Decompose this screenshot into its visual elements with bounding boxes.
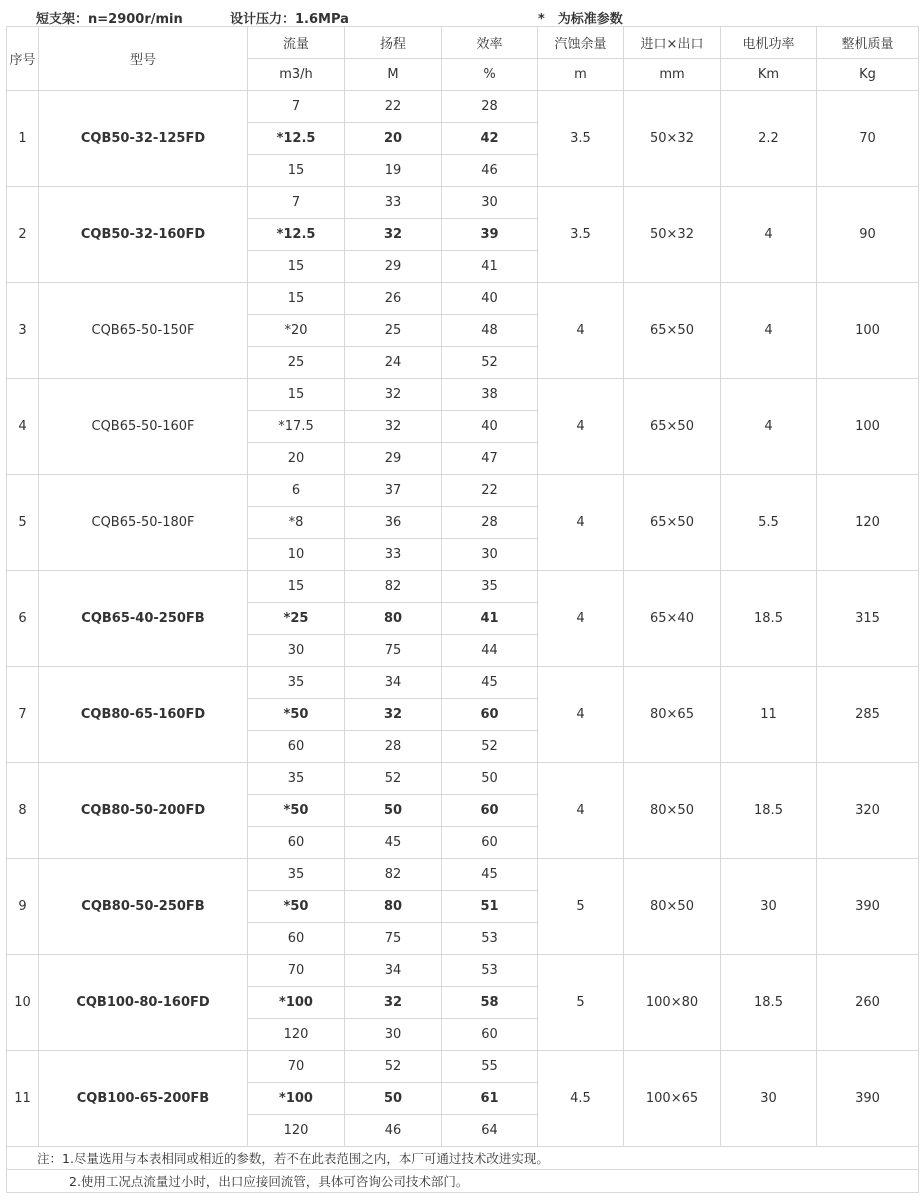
note-2: 2.使用工况点流量过小时，出口应接回流管，具体可咨询公司技术部门。 <box>7 1170 919 1193</box>
head-cell: 26 <box>345 283 442 315</box>
seq-cell: 7 <box>7 667 39 763</box>
flow-cell: *12.5 <box>248 219 345 251</box>
head-cell: 22 <box>345 91 442 123</box>
model-cell: CQB100-80-160FD <box>39 955 248 1051</box>
flow-cell: 60 <box>248 827 345 859</box>
eff-cell: 28 <box>442 91 538 123</box>
col-seq: 序号 <box>7 27 39 91</box>
head-cell: 82 <box>345 571 442 603</box>
npsh-cell: 5 <box>538 859 624 955</box>
flow-cell: 30 <box>248 635 345 667</box>
head-cell: 33 <box>345 187 442 219</box>
col-power: 电机功率 <box>721 27 817 59</box>
model-cell: CQB100-65-200FB <box>39 1051 248 1147</box>
weight-cell: 320 <box>817 763 919 859</box>
head-cell: 20 <box>345 123 442 155</box>
unit-head: M <box>345 59 442 91</box>
npsh-cell: 4 <box>538 379 624 475</box>
eff-cell: 28 <box>442 507 538 539</box>
flow-cell: 15 <box>248 251 345 283</box>
col-npsh: 汽蚀余量 <box>538 27 624 59</box>
eff-cell: 61 <box>442 1083 538 1115</box>
unit-flow: m3/h <box>248 59 345 91</box>
flow-cell: *100 <box>248 987 345 1019</box>
head-cell: 32 <box>345 379 442 411</box>
weight-cell: 70 <box>817 91 919 187</box>
npsh-cell: 4 <box>538 763 624 859</box>
head-cell: 50 <box>345 1083 442 1115</box>
weight-cell: 285 <box>817 667 919 763</box>
port-cell: 80×50 <box>624 763 721 859</box>
seq-cell: 1 <box>7 91 39 187</box>
power-cell: 18.5 <box>721 571 817 667</box>
port-cell: 65×50 <box>624 475 721 571</box>
eff-cell: 51 <box>442 891 538 923</box>
power-cell: 30 <box>721 859 817 955</box>
eff-cell: 53 <box>442 955 538 987</box>
eff-cell: 58 <box>442 987 538 1019</box>
weight-cell: 390 <box>817 1051 919 1147</box>
eff-cell: 53 <box>442 923 538 955</box>
head-cell: 29 <box>345 251 442 283</box>
col-model: 型号 <box>39 27 248 91</box>
head-cell: 28 <box>345 731 442 763</box>
head-cell: 25 <box>345 315 442 347</box>
eff-cell: 39 <box>442 219 538 251</box>
flow-cell: 15 <box>248 571 345 603</box>
eff-cell: 50 <box>442 763 538 795</box>
head-cell: 52 <box>345 763 442 795</box>
eff-cell: 60 <box>442 1019 538 1051</box>
seq-cell: 8 <box>7 763 39 859</box>
head-cell: 34 <box>345 667 442 699</box>
weight-cell: 100 <box>817 283 919 379</box>
eff-cell: 47 <box>442 443 538 475</box>
flow-cell: *50 <box>248 891 345 923</box>
flow-cell: 7 <box>248 187 345 219</box>
table-row <box>7 955 919 987</box>
power-cell: 11 <box>721 667 817 763</box>
flow-cell: 60 <box>248 923 345 955</box>
model-cell: CQB50-32-160FD <box>39 187 248 283</box>
eff-cell: 45 <box>442 667 538 699</box>
table-row <box>7 475 919 507</box>
flow-cell: *8 <box>248 507 345 539</box>
header-line <box>0 0 920 26</box>
head-cell: 30 <box>345 1019 442 1051</box>
head-cell: 32 <box>345 699 442 731</box>
flow-cell: 25 <box>248 347 345 379</box>
head-cell: 75 <box>345 923 442 955</box>
col-weight: 整机质量 <box>817 27 919 59</box>
eff-cell: 42 <box>442 123 538 155</box>
head-cell: 45 <box>345 827 442 859</box>
head-cell: 80 <box>345 891 442 923</box>
table-row <box>7 571 919 603</box>
flow-cell: 35 <box>248 667 345 699</box>
eff-cell: 46 <box>442 155 538 187</box>
flow-cell: *50 <box>248 795 345 827</box>
flow-cell: 35 <box>248 859 345 891</box>
port-cell: 65×50 <box>624 283 721 379</box>
power-cell: 4 <box>721 187 817 283</box>
table-row <box>7 91 919 123</box>
npsh-cell: 4.5 <box>538 1051 624 1147</box>
weight-cell: 100 <box>817 379 919 475</box>
weight-cell: 260 <box>817 955 919 1051</box>
head-cell: 75 <box>345 635 442 667</box>
head-cell: 37 <box>345 475 442 507</box>
head-cell: 82 <box>345 859 442 891</box>
head-cell: 34 <box>345 955 442 987</box>
flow-cell: 35 <box>248 763 345 795</box>
table-row <box>7 667 919 699</box>
bracket-spec: 短支架：n=2900r/min <box>36 12 183 27</box>
eff-cell: 22 <box>442 475 538 507</box>
power-cell: 30 <box>721 1051 817 1147</box>
npsh-cell: 5 <box>538 955 624 1051</box>
npsh-cell: 4 <box>538 667 624 763</box>
seq-cell: 4 <box>7 379 39 475</box>
flow-cell: 120 <box>248 1019 345 1051</box>
flow-cell: 7 <box>248 91 345 123</box>
flow-cell: 20 <box>248 443 345 475</box>
seq-cell: 9 <box>7 859 39 955</box>
port-cell: 80×50 <box>624 859 721 955</box>
standard-parameter-note: * 为标准参数 <box>538 12 623 27</box>
model-cell: CQB50-32-125FD <box>39 91 248 187</box>
power-cell: 18.5 <box>721 763 817 859</box>
power-cell: 5.5 <box>721 475 817 571</box>
port-cell: 100×80 <box>624 955 721 1051</box>
head-cell: 46 <box>345 1115 442 1147</box>
eff-cell: 55 <box>442 1051 538 1083</box>
flow-cell: 70 <box>248 1051 345 1083</box>
model-cell: CQB65-50-180F <box>39 475 248 571</box>
table-row <box>7 1051 919 1083</box>
port-cell: 65×50 <box>624 379 721 475</box>
port-cell: 100×65 <box>624 1051 721 1147</box>
model-cell: CQB80-50-200FD <box>39 763 248 859</box>
head-cell: 32 <box>345 987 442 1019</box>
note-row-1 <box>7 1147 919 1170</box>
flow-cell: *12.5 <box>248 123 345 155</box>
seq-cell: 2 <box>7 187 39 283</box>
port-cell: 80×65 <box>624 667 721 763</box>
eff-cell: 64 <box>442 1115 538 1147</box>
head-cell: 33 <box>345 539 442 571</box>
flow-cell: 10 <box>248 539 345 571</box>
eff-cell: 41 <box>442 603 538 635</box>
head-cell: 80 <box>345 603 442 635</box>
eff-cell: 60 <box>442 827 538 859</box>
weight-cell: 120 <box>817 475 919 571</box>
model-cell: CQB80-50-250FB <box>39 859 248 955</box>
unit-eff: % <box>442 59 538 91</box>
design-pressure: 设计压力：1.6MPa <box>230 12 349 27</box>
flow-cell: 120 <box>248 1115 345 1147</box>
npsh-cell: 4 <box>538 571 624 667</box>
table-row <box>7 187 919 219</box>
eff-cell: 30 <box>442 187 538 219</box>
table-row <box>7 283 919 315</box>
flow-cell: *50 <box>248 699 345 731</box>
unit-port: mm <box>624 59 721 91</box>
eff-cell: 41 <box>442 251 538 283</box>
head-cell: 50 <box>345 795 442 827</box>
power-cell: 2.2 <box>721 91 817 187</box>
col-flow: 流量 <box>248 27 345 59</box>
head-cell: 19 <box>345 155 442 187</box>
head-cell: 32 <box>345 411 442 443</box>
npsh-cell: 3.5 <box>538 187 624 283</box>
seq-cell: 6 <box>7 571 39 667</box>
table-row <box>7 763 919 795</box>
col-port: 进口×出口 <box>624 27 721 59</box>
eff-cell: 40 <box>442 411 538 443</box>
head-cell: 52 <box>345 1051 442 1083</box>
model-cell: CQB65-50-160F <box>39 379 248 475</box>
head-cell: 24 <box>345 347 442 379</box>
eff-cell: 52 <box>442 731 538 763</box>
eff-cell: 30 <box>442 539 538 571</box>
npsh-cell: 4 <box>538 283 624 379</box>
head-cell: 32 <box>345 219 442 251</box>
power-cell: 4 <box>721 283 817 379</box>
flow-cell: *20 <box>248 315 345 347</box>
flow-cell: *100 <box>248 1083 345 1115</box>
weight-cell: 390 <box>817 859 919 955</box>
header-row-1 <box>7 27 919 59</box>
col-eff: 效率 <box>442 27 538 59</box>
eff-cell: 45 <box>442 859 538 891</box>
eff-cell: 60 <box>442 795 538 827</box>
eff-cell: 52 <box>442 347 538 379</box>
port-cell: 50×32 <box>624 187 721 283</box>
seq-cell: 5 <box>7 475 39 571</box>
eff-cell: 38 <box>442 379 538 411</box>
eff-cell: 48 <box>442 315 538 347</box>
eff-cell: 60 <box>442 699 538 731</box>
npsh-cell: 4 <box>538 475 624 571</box>
flow-cell: 15 <box>248 283 345 315</box>
weight-cell: 90 <box>817 187 919 283</box>
table-row <box>7 379 919 411</box>
seq-cell: 3 <box>7 283 39 379</box>
flow-cell: *17.5 <box>248 411 345 443</box>
unit-weight: Kg <box>817 59 919 91</box>
flow-cell: 70 <box>248 955 345 987</box>
seq-cell: 11 <box>7 1051 39 1147</box>
power-cell: 4 <box>721 379 817 475</box>
port-cell: 50×32 <box>624 91 721 187</box>
eff-cell: 44 <box>442 635 538 667</box>
seq-cell: 10 <box>7 955 39 1051</box>
npsh-cell: 3.5 <box>538 91 624 187</box>
port-cell: 65×40 <box>624 571 721 667</box>
model-cell: CQB65-50-150F <box>39 283 248 379</box>
weight-cell: 315 <box>817 571 919 667</box>
col-head: 扬程 <box>345 27 442 59</box>
eff-cell: 40 <box>442 283 538 315</box>
note-row-2 <box>7 1170 919 1193</box>
flow-cell: 6 <box>248 475 345 507</box>
unit-npsh: m <box>538 59 624 91</box>
flow-cell: *25 <box>248 603 345 635</box>
power-cell: 18.5 <box>721 955 817 1051</box>
flow-cell: 60 <box>248 731 345 763</box>
flow-cell: 15 <box>248 379 345 411</box>
head-cell: 29 <box>345 443 442 475</box>
model-cell: CQB80-65-160FD <box>39 667 248 763</box>
pump-spec-table <box>6 26 919 1193</box>
table-row <box>7 859 919 891</box>
eff-cell: 35 <box>442 571 538 603</box>
note-1: 注：1.尽量选用与本表相同或相近的参数，若不在此表范围之内，本厂可通过技术改进实现。 <box>7 1147 919 1170</box>
flow-cell: 15 <box>248 155 345 187</box>
unit-power: Km <box>721 59 817 91</box>
model-cell: CQB65-40-250FB <box>39 571 248 667</box>
head-cell: 36 <box>345 507 442 539</box>
